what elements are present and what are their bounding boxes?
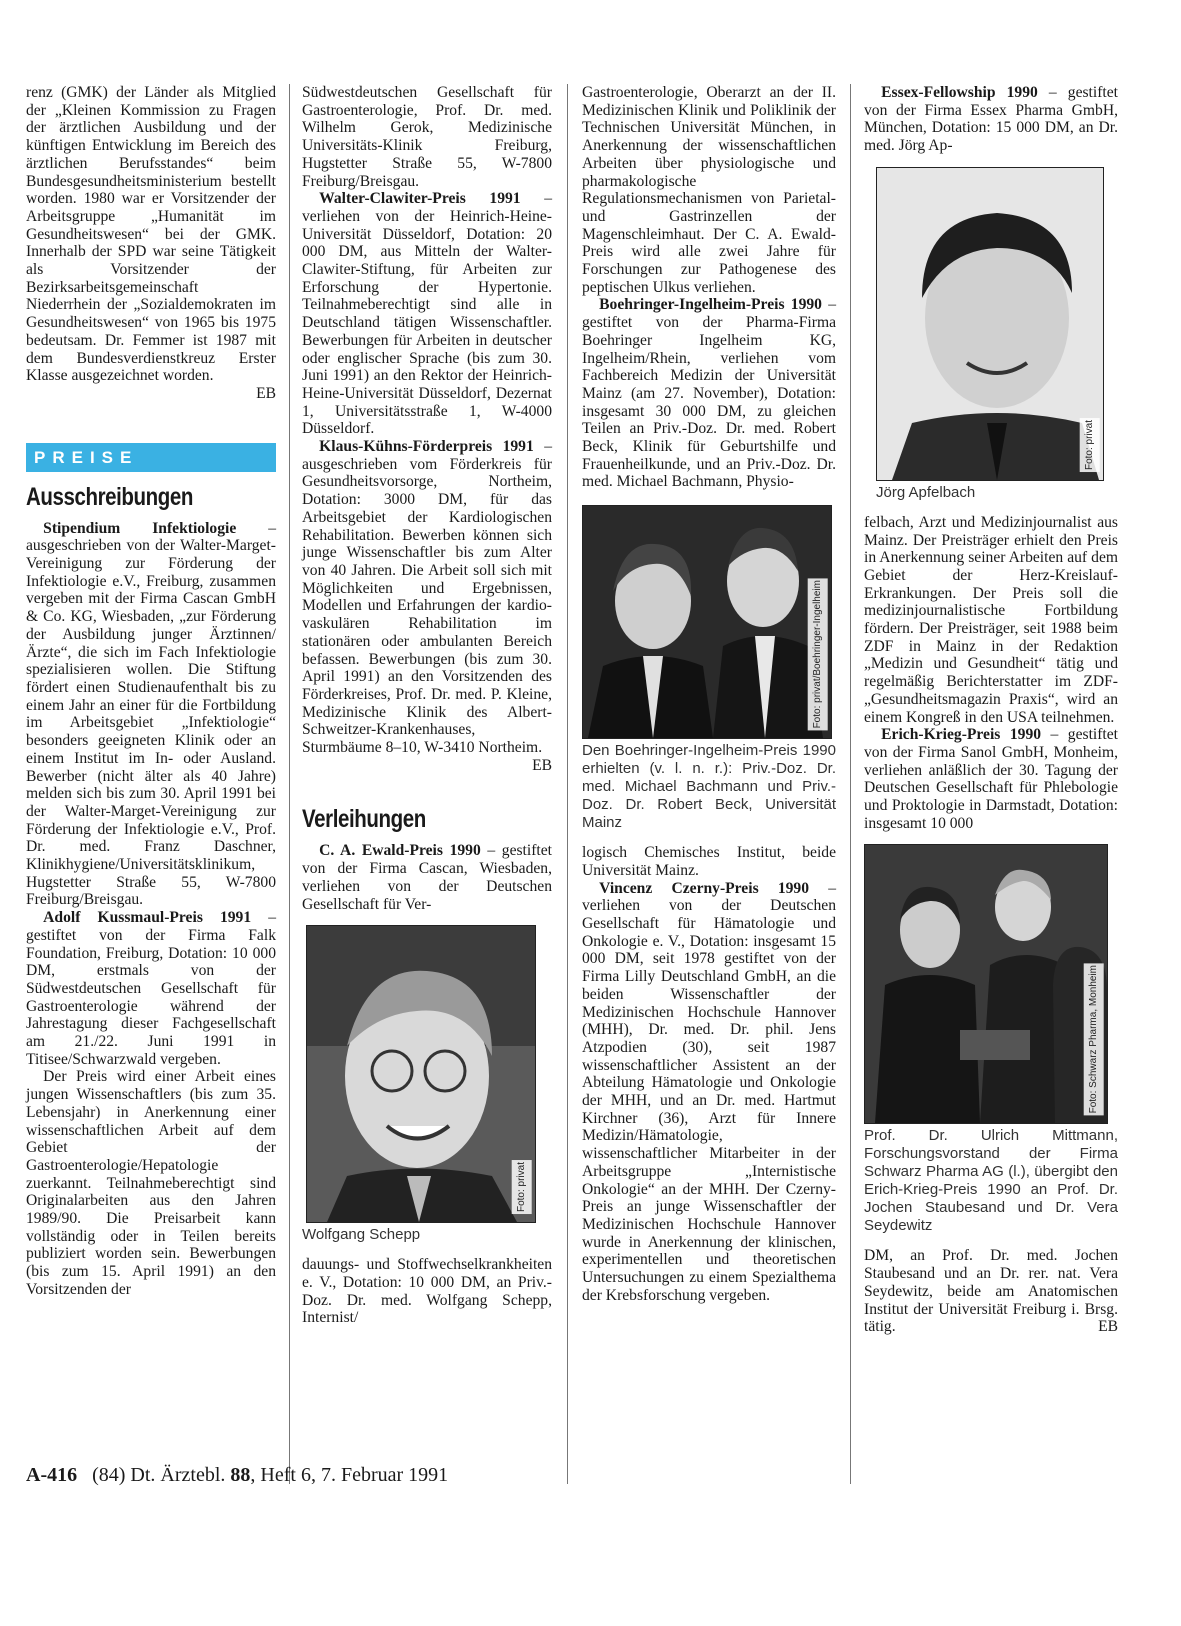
journal-volume: 88 bbox=[230, 1464, 251, 1486]
section-heading: Verleihungen bbox=[302, 805, 426, 834]
portrait-photo bbox=[306, 925, 536, 1223]
article-body: – ausgeschrieben von der Walter-Marget-Vereinigung zur Förderung der Infektiologie e.V., Freiburg, zusammen vergeben mit der Firma Cascan GmbH & Co. KG, Wiesbaden, „zur Förderung der Ausbildung junger Ärztinnen/Ärzte“, die sich im Fach Infektiologie spezialisieren wollen. Die Stiftung fördert einen Studienaufenthalt bis zu einem Jahr an einer für die Fortbildung im Arbeitsgebiet „Infektiologie“ besonders geeigneten Klinik oder an einem Institut im In- oder Ausland. Bewerber (nicht älter als 40 Jahre) melden sich bis zum 30. April 1991 bei der Walter-Marget-Vereinigung zur Förderung der Infektiologie e.V., Prof. Dr. med. Franz Daschner, Klinikhygiene/Universitätsklinikum, Hugstetter Straße 55, W-7800 Freiburg/Breisgau. bbox=[26, 519, 276, 909]
signature: EB bbox=[256, 384, 276, 402]
article-body: – verliehen von der Heinrich-Heine-Universität Düsseldorf, Dotation: 20 000 DM, aus Mitteln der Walter-Clawiter-Stiftung, für Arbeiten zur Erforschung der Hypertonie. Teilnahmeberechtigt sind alle in Deutschland tätigen Wissenschaftler. Bewerbungen für Arbeiten in deutscher oder englischer Sprache (bis zum 30. Juni 1991) an den Rektor der Heinrich-Heine-Universität Düsseldorf, Dezernat 1, Universitätsstraße 1, W-4000 Düsseldorf. bbox=[302, 190, 552, 438]
article-body: – gestiftet von der Firma Falk Foundation, Freiburg, Dotation: 10 000 DM, erstmals von der Südwestdeutschen Gesellschaft für Gastroenterologie während der Jahrestagung dieser Fachgesellschaft am 21./22. Juni 1991 in Titisee/Schwarzwald vergeben. bbox=[26, 909, 276, 1068]
photo-credit: Foto: privat bbox=[512, 1160, 532, 1214]
portrait-image bbox=[307, 926, 535, 1222]
journal-ref: (84) Dt. Ärztebl. bbox=[92, 1464, 226, 1486]
column-rule bbox=[850, 84, 851, 1484]
page-footer bbox=[26, 1464, 448, 1487]
portrait-image bbox=[877, 168, 1103, 480]
journal-issue: , Heft 6, 7. Februar 1991 bbox=[250, 1464, 449, 1486]
intro-text: renz (GMK) der Länder als Mitglied der „Kleinen Kommission zu Fragen der ärztlichen Ausbildung und der künftigen Entwicklung im Bereich des ärztlichen Berufsstandes“ beim Bundesgesundheitsministerium bestellt worden. 1980 war er Vorsitzender der Arbeitsgruppe „Humanität im Gesundheitswesen“ bei der GMK. Innerhalb der SPD war seine Tätigkeit als Vorsitzender der Bezirksarbeitsgemeinschaft Niederrhein der „Sozialdemokraten im Gesundheitswesen“ von 1965 bis 1975 bedeutsam. Dr. Femmer ist 1987 mit dem Bundesverdienstkreuz Erster Klasse ausgezeichnet worden. bbox=[26, 84, 276, 385]
column-3 bbox=[582, 84, 836, 1304]
article-title: Boehringer-Ingelheim-Preis bbox=[599, 296, 785, 314]
column-rule bbox=[567, 84, 568, 1484]
article-body: – gestiftet von der Firma Cascan, Wiesbaden, verliehen von der Deutschen Gesellschaft für Ver- bbox=[302, 842, 552, 913]
article-title: Klaus-Kühns-Förderpreis bbox=[319, 438, 493, 456]
signature: EB bbox=[1098, 1318, 1118, 1336]
section-heading: Ausschreibungen bbox=[26, 482, 193, 511]
article-title: Erich-Krieg-Preis 1990 bbox=[881, 726, 1042, 744]
article-boehringer bbox=[582, 296, 836, 491]
article-body: – gestiftet von der Firma Sanol GmbH, Monheim, verliehen anläßlich der 30. Tagung der Deutschen Gesellschaft für Phlebologie und Proktologie in Darmstadt, Dotation: insgesamt 10 000 bbox=[864, 726, 1119, 832]
continued-text: logisch Chemisches Institut, beide Universität Mainz. bbox=[582, 844, 836, 879]
section-band: PREISE bbox=[26, 443, 276, 472]
article-body: – verliehen von der Deutschen Gesellschaft für Hämatologie und Onkologie e. V., Dotation: insgesamt 15 000 DM, seit 1978 gestiftet von der Firma Lilly Deutschland GmbH, an die beiden Wissenschaftler der Medizinischen Hochschule Hannover (MHH), Dr. med. Dr. phil. Jens Atzpodien (30), seit 1987 wissenschaftlicher Assistent an der Abteilung Hämatologie und Onkologie der MHH, und an Dr. med. Hartmut Kirchner (36), Arzt für Innere Medizin/Hämatologie, wissenschaftlicher Mitarbeiter in der Arbeitsgruppe „Internistische Onkologie“ an der MHH. Der Czerny-Preis an junge Wissenschaftler der Medizinischen Hochschule Hannover wurde in Anerkennung der klinischen, experimentellen und theoretischen Untersuchungen zu einem Spezialthema der Krebsforschung vergeben. bbox=[582, 879, 836, 1304]
photo-credit: Foto: Schwarz Pharma, Monheim bbox=[1084, 963, 1104, 1115]
article-title: Stipendium Infektiologie bbox=[43, 519, 237, 537]
award-photo bbox=[864, 844, 1108, 1124]
continued-text: felbach, Arzt und Medizinjournalist aus Mainz. Der Preisträger erhielt den Preis in Anerkennung seiner Arbeiten auf dem Gebiet der Herz-Kreislauf-Erkrankungen. Der Preis soll die medizinjournalistische Fortbildung fördern. Der Preisträger, seit 1988 beim ZDF in Mainz in der Redaktion „Medizin und Gesundheit“ tätig und regelmäßig Berichterstatter im ZDF-„Gesundheitsmagazin Praxis“, wird an einem Kongreß in den USA teilnehmen. bbox=[864, 513, 1118, 726]
article-ewald bbox=[302, 842, 552, 913]
page-number: A-416 bbox=[26, 1464, 78, 1486]
photo-credit: Foto: privat bbox=[1080, 418, 1100, 472]
portrait-photo bbox=[876, 167, 1104, 481]
group-image bbox=[583, 506, 831, 738]
article-title: 1990 bbox=[790, 296, 822, 314]
article-clawiter bbox=[302, 190, 552, 438]
award-image bbox=[865, 845, 1107, 1123]
photo-caption: Jörg Apfelbach bbox=[876, 483, 976, 501]
article-czerny bbox=[582, 880, 836, 1305]
signature: EB bbox=[532, 756, 552, 774]
continued-text: Südwestdeutschen Gesellschaft für Gastroenterologie, Prof. Dr. med. Wilhelm Gerok, Medizinische Universitäts-Klinik Freiburg, Hugstetter Straße 55, W-7800 Freiburg/Breisgau. bbox=[302, 84, 552, 190]
column-1 bbox=[26, 84, 276, 1299]
photo-caption: Den Boehringer-Ingelheim-Preis 1990 erhielten (v. l. n. r.): Priv.-Doz. Dr. med. Michael Bachmann und Priv.-Doz. Dr. Robert Beck, Universität Mainz bbox=[582, 742, 836, 832]
article-body: – gestiftet von der Firma Essex Pharma GmbH, München, Dotation: 15 000 DM, an Dr. med. Jörg Ap- bbox=[864, 84, 1118, 155]
photo-caption: Wolfgang Schepp bbox=[302, 1226, 421, 1244]
article-essex bbox=[864, 84, 1118, 155]
column-rule bbox=[289, 84, 290, 1484]
article-stipendium bbox=[26, 520, 276, 909]
article-title: C. A. Ewald-Preis 1990 bbox=[319, 842, 481, 860]
article-body: – gestiftet von der Pharma-Firma Boehringer Ingelheim KG, Ingelheim/Rhein, verliehen vom Fachbereich Medizin der Universität Mainz (am 27. November), Dotation: insgesamt 30 000 DM, zu gleichen Teilen an Priv.-Doz. Dr. med. Robert Beck, Klinik für Geburtshilfe und Frauenheilkunde, und an Priv.-Doz. Dr. med. Michael Bachmann, Physio- bbox=[582, 296, 836, 491]
article-title: Essex-Fellowship 1990 bbox=[881, 84, 1038, 101]
article-title: Walter-Clawiter-Preis 1991 bbox=[319, 190, 521, 208]
article-title: Adolf Kussmaul-Preis 1991 bbox=[43, 909, 252, 927]
column-4 bbox=[864, 84, 1118, 1336]
continued-text: Gastroenterologie, Oberarzt an der II. Medizinischen Klinik und Poliklinik der Technischen Universität München, in Anerkennung der wissenschaftlichen Arbeiten über physiologische und pharmakologische Regulationsmechanismen von Parietal- und Gastrinzellen der Magenschleimhaut. Der C. A. Ewald-Preis wird alle zwei Jahre für Forschungen zur Pathogenese des peptischen Ulkus verliehen. bbox=[582, 84, 836, 296]
continued-text: DM, an Prof. Dr. med. Jochen Staubesand und an Dr. rer. nat. Vera Seydewitz, beide am Anatomischen Institut der Universität Freiburg i. Brsg. tätig. bbox=[864, 1247, 1118, 1336]
column-2 bbox=[302, 84, 552, 1327]
photo-credit: Foto: privat/Boehringer-Ingelheim bbox=[808, 578, 828, 730]
article-kuehns bbox=[302, 438, 552, 757]
continued-text: dauungs- und Stoffwechselkrankheiten e. V., Dotation: 10 000 DM, an Priv.-Doz. Dr. med. Wolfgang Schepp, Internist/ bbox=[302, 1256, 552, 1327]
article-title: 1991 bbox=[502, 438, 534, 456]
article-kussmaul bbox=[26, 909, 276, 1068]
article-krieg bbox=[864, 726, 1118, 832]
photo-caption: Prof. Dr. Ulrich Mittmann, Forschungsvorstand der Firma Schwarz Pharma AG (l.), übergibt den Erich-Krieg-Preis 1990 an Prof. Dr. Jochen Staubesand und Dr. Vera Seydewitz bbox=[864, 1127, 1118, 1235]
article-body: – ausgeschrieben vom Förderkreis für Gesundheitsvorsorge, Northeim, Dotation: 3000 DM, für das Arbeitsgebiet der Kardiologischen Rehabilitation. Bewerben können sich junge Wissenschaftler bis zum Alter von 40 Jahren. Die Arbeit soll sich mit Möglichkeiten und Ergebnissen, Modellen und Erfahrungen der kardio-vaskulären Rehabilitation im stationären oder ambulanten Bereich befassen. Bewerbungen (bis zum 30. April 1991) an den Vorsitzenden des Förderkreises, Prof. Dr. med. P. Kleine, Medizinische Klinik des Albert-Schweitzer-Krankenhauses, Sturmbäume 8–10, W-3410 Northeim. bbox=[302, 438, 552, 757]
article-title: Vincenz Czerny-Preis 1990 bbox=[599, 879, 810, 897]
article-kussmaul-cont: Der Preis wird einer Arbeit eines jungen Wissenschaftlers (bis zum 35. Lebensjahr) in Anerkennung einer wissenschaftlichen Arbeit auf dem Gebiet der Gastroenterologie/Hepatologie zuerkannt. Teilnahmeberechtigt sind Originalarbeiten aus den Jahren 1989/90. Die Preisarbeit kann vollständig oder in Teilen bereits publiziert worden sein. Bewerbungen (bis zum 15. April 1991) an den Vorsitzenden der bbox=[26, 1068, 276, 1298]
group-photo bbox=[582, 505, 832, 739]
